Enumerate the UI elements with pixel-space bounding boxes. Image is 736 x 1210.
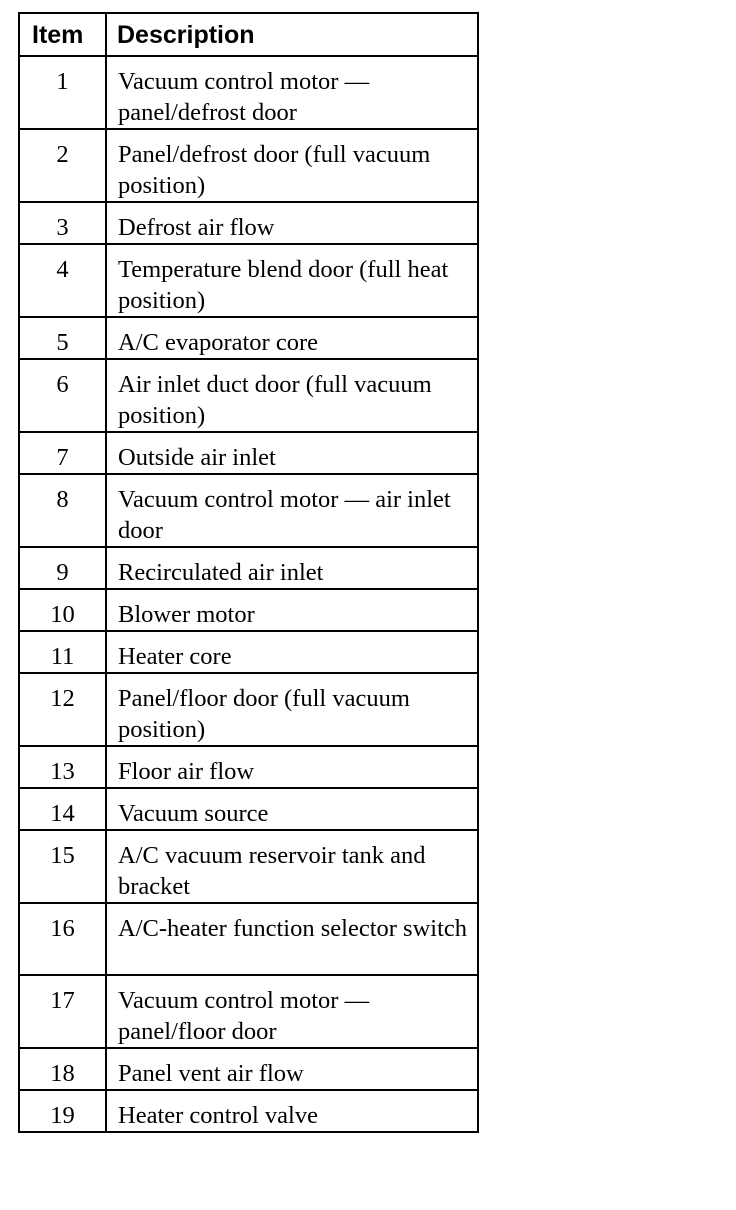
table-row <box>19 202 478 244</box>
item-number: 5 <box>19 317 106 359</box>
table-row <box>19 359 478 432</box>
table-row <box>19 129 478 202</box>
item-number: 19 <box>19 1090 106 1132</box>
item-description: Floor air flow <box>106 746 478 788</box>
description-column-header: Description <box>106 13 478 56</box>
item-number: 9 <box>19 547 106 589</box>
item-description: Air inlet duct door (full vacuum position) <box>106 359 478 432</box>
item-number: 11 <box>19 631 106 673</box>
table-row <box>19 903 478 975</box>
item-description: Heater core <box>106 631 478 673</box>
item-description: A/C evaporator core <box>106 317 478 359</box>
item-number: 18 <box>19 1048 106 1090</box>
item-description: Blower motor <box>106 589 478 631</box>
table-row <box>19 1090 478 1132</box>
table-row <box>19 1048 478 1090</box>
table-row <box>19 432 478 474</box>
item-description: Panel/floor door (full vacuum position) <box>106 673 478 746</box>
table-row <box>19 547 478 589</box>
item-description: A/C vacuum reservoir tank and bracket <box>106 830 478 903</box>
table-row <box>19 317 478 359</box>
table-row <box>19 746 478 788</box>
item-number: 3 <box>19 202 106 244</box>
item-description: Vacuum source <box>106 788 478 830</box>
item-number: 17 <box>19 975 106 1048</box>
item-number: 13 <box>19 746 106 788</box>
item-description: Panel/defrost door (full vacuum position) <box>106 129 478 202</box>
table-row <box>19 830 478 903</box>
item-description: Heater control valve <box>106 1090 478 1132</box>
item-number: 1 <box>19 56 106 129</box>
item-number: 14 <box>19 788 106 830</box>
table-row <box>19 56 478 129</box>
table-row <box>19 788 478 830</box>
table-row <box>19 589 478 631</box>
table-row <box>19 631 478 673</box>
legend-table <box>18 12 479 1133</box>
table-row <box>19 474 478 547</box>
item-description: Panel vent air flow <box>106 1048 478 1090</box>
item-description: Recirculated air inlet <box>106 547 478 589</box>
item-number: 10 <box>19 589 106 631</box>
item-number: 16 <box>19 903 106 975</box>
item-description: Vacuum control motor — panel/floor door <box>106 975 478 1048</box>
item-number: 15 <box>19 830 106 903</box>
legend-body <box>19 56 478 1132</box>
table-row <box>19 975 478 1048</box>
item-number: 6 <box>19 359 106 432</box>
item-description: Defrost air flow <box>106 202 478 244</box>
item-column-header: Item <box>19 13 106 56</box>
table-row <box>19 244 478 317</box>
table-row <box>19 673 478 746</box>
item-description: Vacuum control motor — air inlet door <box>106 474 478 547</box>
item-description: Outside air inlet <box>106 432 478 474</box>
item-number: 12 <box>19 673 106 746</box>
item-number: 7 <box>19 432 106 474</box>
item-description: Temperature blend door (full heat position) <box>106 244 478 317</box>
item-number: 4 <box>19 244 106 317</box>
item-description: Vacuum control motor — panel/defrost door <box>106 56 478 129</box>
item-number: 8 <box>19 474 106 547</box>
item-description: A/C-heater function selector switch <box>106 903 478 975</box>
item-number: 2 <box>19 129 106 202</box>
header-row <box>19 13 478 56</box>
